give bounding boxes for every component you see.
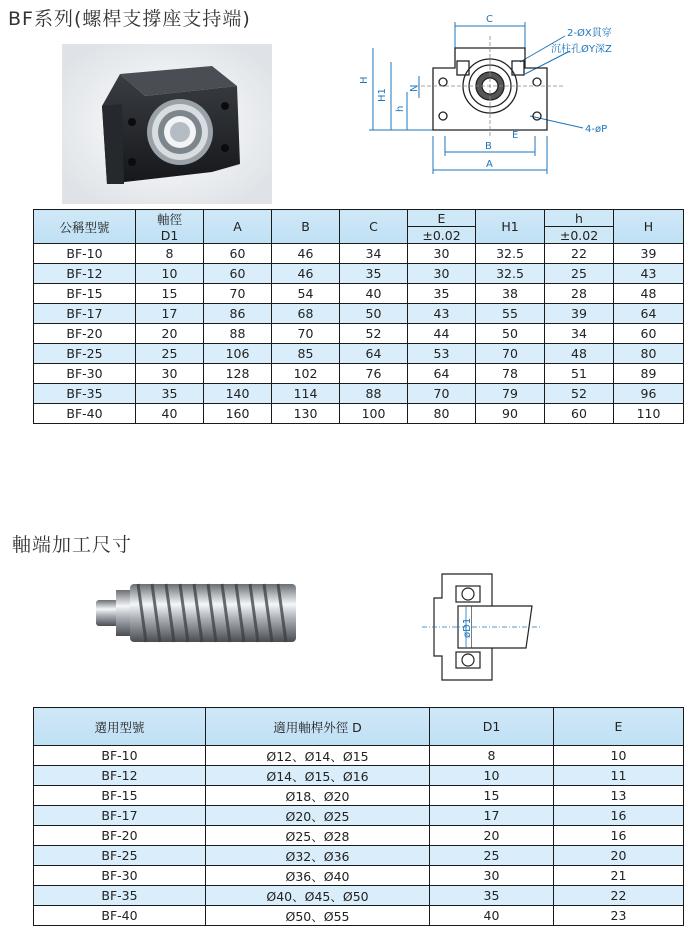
- table-row: [34, 866, 684, 886]
- support-block-photo: [62, 44, 272, 204]
- table2-cell: 16: [554, 826, 684, 846]
- table1-cell: 10: [136, 264, 204, 284]
- table2-cell: Ø18、Ø20: [206, 786, 430, 806]
- table2-cell: Ø32、Ø36: [206, 846, 430, 866]
- section-title-shaft-end: 軸端加工尺寸: [12, 534, 133, 556]
- table-row: [34, 404, 684, 424]
- header-h1: H1: [476, 210, 545, 244]
- header-e-line2: ±0.02: [408, 227, 476, 244]
- table1-cell: 39: [545, 304, 614, 324]
- table1-cell: 85: [272, 344, 340, 364]
- header-d1-line1: 軸徑: [156, 212, 182, 227]
- table2-cell: 20: [554, 846, 684, 866]
- table1-cell: 17: [136, 304, 204, 324]
- table1-cell: 76: [340, 364, 408, 384]
- table1-cell: 60: [204, 264, 272, 284]
- table-row: [34, 766, 684, 786]
- table1-cell: 70: [272, 324, 340, 344]
- table2-cell: 35: [430, 886, 554, 906]
- table-row: [34, 344, 684, 364]
- table1-cell: 35: [340, 264, 408, 284]
- table1-cell: 55: [476, 304, 545, 324]
- table2-cell: 8: [430, 746, 554, 766]
- table2-cell: 11: [554, 766, 684, 786]
- table1-cell: 34: [340, 244, 408, 264]
- table1-cell: 53: [408, 344, 476, 364]
- table1-cell: 110: [614, 404, 684, 424]
- shaft-end-table: [33, 707, 684, 926]
- table-row: [34, 384, 684, 404]
- dim-b-label: B: [485, 141, 492, 152]
- callout-hole: 2-ØX貫穿: [567, 28, 612, 39]
- table1-cell: 128: [204, 364, 272, 384]
- dim-h1-label: H1: [377, 88, 388, 102]
- table1-cell: 52: [545, 384, 614, 404]
- table1-cell: 30: [136, 364, 204, 384]
- table1-cell: 34: [545, 324, 614, 344]
- table2-cell: Ø50、Ø55: [206, 906, 430, 926]
- table2-cell: Ø20、Ø25: [206, 806, 430, 826]
- table1-cell: 64: [614, 304, 684, 324]
- table2-cell: 10: [554, 746, 684, 766]
- table1-cell: 79: [476, 384, 545, 404]
- table1-cell: 96: [614, 384, 684, 404]
- table-row: [34, 364, 684, 384]
- dim-e-label: E: [512, 130, 519, 141]
- table1-cell: 43: [408, 304, 476, 324]
- table1-cell: 25: [545, 264, 614, 284]
- callout-counterbore: 沉柱孔ØY深Z: [551, 44, 612, 55]
- table1-cell: 130: [272, 404, 340, 424]
- table1-cell: 60: [614, 324, 684, 344]
- table1-cell: 40: [340, 284, 408, 304]
- table1-cell: 50: [340, 304, 408, 324]
- table1-cell: 54: [272, 284, 340, 304]
- table-row: [34, 826, 684, 846]
- bf-spec-table-body: [34, 244, 684, 424]
- table2-cell: BF-20: [34, 826, 206, 846]
- table2-cell: 17: [430, 806, 554, 826]
- table1-cell: BF-30: [34, 364, 136, 384]
- table1-cell: BF-15: [34, 284, 136, 304]
- table1-cell: 78: [476, 364, 545, 384]
- table1-cell: BF-40: [34, 404, 136, 424]
- header-hs-line1: h: [545, 210, 614, 227]
- shaft-end-table-body: [34, 746, 684, 926]
- dim-h-label: H: [359, 76, 370, 84]
- table2-cell: 16: [554, 806, 684, 826]
- table1-cell: 89: [614, 364, 684, 384]
- table1-cell: 88: [340, 384, 408, 404]
- callout-p: 4-øP: [585, 124, 608, 135]
- table2-cell: 21: [554, 866, 684, 886]
- table1-cell: 50: [476, 324, 545, 344]
- table1-cell: 60: [545, 404, 614, 424]
- header-a: A: [204, 210, 272, 244]
- table1-cell: 25: [136, 344, 204, 364]
- dim-hsmall-label: h: [395, 105, 406, 112]
- table1-cell: 40: [136, 404, 204, 424]
- table2-cell: BF-12: [34, 766, 206, 786]
- table2-cell: 30: [430, 866, 554, 886]
- table1-cell: BF-10: [34, 244, 136, 264]
- table2-cell: BF-30: [34, 866, 206, 886]
- ball-screw-image: [94, 578, 300, 646]
- table-row: [34, 846, 684, 866]
- table2-cell: BF-17: [34, 806, 206, 826]
- table1-cell: 28: [545, 284, 614, 304]
- header-hs-line2: ±0.02: [545, 227, 614, 244]
- t2-header-shaft: 適用軸桿外徑 D: [206, 708, 430, 746]
- table-row: [34, 806, 684, 826]
- table1-cell: 48: [545, 344, 614, 364]
- table1-cell: 30: [408, 244, 476, 264]
- header-e-line1: E: [408, 210, 476, 227]
- table1-cell: BF-35: [34, 384, 136, 404]
- table2-cell: BF-35: [34, 886, 206, 906]
- table1-cell: 8: [136, 244, 204, 264]
- table1-cell: 15: [136, 284, 204, 304]
- shaft-end-svg: [420, 566, 550, 688]
- table1-cell: 46: [272, 244, 340, 264]
- table-row: [34, 746, 684, 766]
- table1-cell: 30: [408, 264, 476, 284]
- table-row: [34, 886, 684, 906]
- table1-cell: 140: [204, 384, 272, 404]
- table1-cell: 64: [408, 364, 476, 384]
- table2-cell: Ø12、Ø14、Ø15: [206, 746, 430, 766]
- table1-cell: 43: [614, 264, 684, 284]
- table1-cell: 114: [272, 384, 340, 404]
- table1-cell: 80: [614, 344, 684, 364]
- table1-cell: 86: [204, 304, 272, 324]
- table-row: [34, 264, 684, 284]
- table1-cell: 46: [272, 264, 340, 284]
- header-c: C: [340, 210, 408, 244]
- bf-spec-table: [33, 209, 684, 424]
- table1-cell: 52: [340, 324, 408, 344]
- table2-cell: 10: [430, 766, 554, 786]
- table2-cell: BF-40: [34, 906, 206, 926]
- table2-cell: 23: [554, 906, 684, 926]
- table1-cell: BF-25: [34, 344, 136, 364]
- table1-cell: 44: [408, 324, 476, 344]
- dim-a-label: A: [486, 159, 493, 170]
- table2-cell: 25: [430, 846, 554, 866]
- table1-cell: 22: [545, 244, 614, 264]
- table1-cell: 48: [614, 284, 684, 304]
- table1-cell: 35: [408, 284, 476, 304]
- header-d1-line2: D1: [160, 228, 179, 243]
- table1-cell: 68: [272, 304, 340, 324]
- table2-cell: 15: [430, 786, 554, 806]
- table1-cell: 32.5: [476, 244, 545, 264]
- table2-cell: 22: [554, 886, 684, 906]
- table-row: [34, 244, 684, 264]
- table-row: [34, 324, 684, 344]
- dim-c-label: C: [486, 14, 493, 25]
- label-d1: øD1: [462, 617, 473, 638]
- table1-cell: 32.5: [476, 264, 545, 284]
- table1-cell: 88: [204, 324, 272, 344]
- table1-cell: 70: [476, 344, 545, 364]
- section-title-bf-series: BF系列(螺桿支撐座支持端): [8, 8, 251, 30]
- table1-cell: 106: [204, 344, 272, 364]
- table1-cell: 100: [340, 404, 408, 424]
- header-model: 公稱型號: [34, 210, 136, 244]
- ball-screw-photo: [94, 578, 300, 646]
- t2-header-model: 選用型號: [34, 708, 206, 746]
- bf-dimension-drawing: [355, 6, 695, 186]
- header-h: H: [614, 210, 684, 244]
- table1-cell: 90: [476, 404, 545, 424]
- table1-cell: BF-20: [34, 324, 136, 344]
- table2-cell: 20: [430, 826, 554, 846]
- table1-cell: 51: [545, 364, 614, 384]
- table2-cell: BF-25: [34, 846, 206, 866]
- table2-cell: 13: [554, 786, 684, 806]
- table2-cell: Ø14、Ø15、Ø16: [206, 766, 430, 786]
- header-b: B: [272, 210, 340, 244]
- support-block-image: [62, 44, 272, 204]
- table1-cell: 60: [204, 244, 272, 264]
- table-row: [34, 906, 684, 926]
- header-d1: [136, 210, 204, 244]
- table1-cell: 80: [408, 404, 476, 424]
- table2-cell: 40: [430, 906, 554, 926]
- shaft-end-drawing: [420, 566, 550, 688]
- table1-cell: BF-12: [34, 264, 136, 284]
- table1-cell: 35: [136, 384, 204, 404]
- t2-header-d1: D1: [430, 708, 554, 746]
- table-row: [34, 304, 684, 324]
- table2-cell: Ø25、Ø28: [206, 826, 430, 846]
- table1-cell: BF-17: [34, 304, 136, 324]
- table-row: [34, 284, 684, 304]
- table1-cell: 160: [204, 404, 272, 424]
- dim-n-label: N: [409, 84, 420, 92]
- table2-cell: Ø36、Ø40: [206, 866, 430, 886]
- bf-dimension-svg: [355, 6, 695, 186]
- table1-cell: 38: [476, 284, 545, 304]
- table1-cell: 20: [136, 324, 204, 344]
- table1-cell: 70: [408, 384, 476, 404]
- table2-cell: BF-15: [34, 786, 206, 806]
- table2-cell: Ø40、Ø45、Ø50: [206, 886, 430, 906]
- table1-cell: 64: [340, 344, 408, 364]
- table1-cell: 102: [272, 364, 340, 384]
- table1-cell: 70: [204, 284, 272, 304]
- table-row: [34, 786, 684, 806]
- table1-cell: 39: [614, 244, 684, 264]
- t2-header-e: E: [554, 708, 684, 746]
- table2-cell: BF-10: [34, 746, 206, 766]
